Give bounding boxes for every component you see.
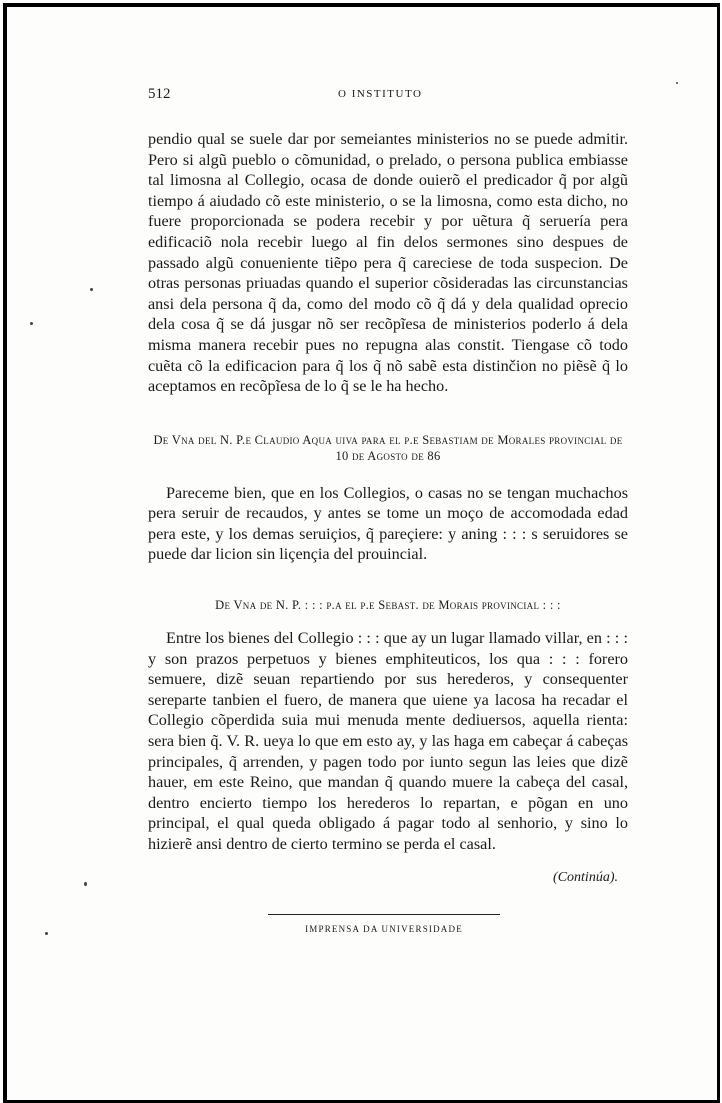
running-head — [148, 86, 628, 104]
scan-speck — [90, 288, 93, 291]
paragraph-text: Entre los bienes del Collegio : : : que ay un lugar llamado villar, en : : : y son prazos perpetuos y bienes emphiteuticos, los qua : : : forero semuere, dizẽ seuan repartiendo por sus herederos, y consequenter sereparte tanbien el fuero, de manera que uiene ya lacosa ha recadar el Collegio cõperdida suia mui menuda mente dediuersos, aquella rienta: sera bien q̃. V. R. ueya lo que em esto ay, y las haga em cabeçar á cabeças principales, q̃ arrenden, y pagen todo por iunto segun las leies que dizẽ hauer, em este Reino, que mandan q̃ quando muere la cabeça del casal, dentro encierto tiempo los herederos lo repartan, e põgan en uno principal, el qual queda obligado á pagar todo al senhorio, y sino lo hizierẽ ansi dentro de cierto termino se perda el casal. — [148, 629, 628, 853]
printer-imprint: IMPRENSA DA UNIVERSIDADE — [305, 924, 463, 934]
scan-speck — [84, 882, 87, 886]
paragraph-text: Pareceme bien, que en los Collegios, o casas no se tengan muchachos pera seruir de recaudos, y antes se tome un moço de accomodada edad pera este, y los demas seruiçios, q̃ pareçiere: y aning : : : s seruidores se puede dar licion sin liçençia del prouincial. — [148, 484, 628, 564]
letter-heading-1: De Vna del N. P.e Claudio Aqua uiva para el p.e Sebastiam de Morales provincial de 10 de Agosto de 86 — [153, 433, 623, 463]
scan-speck — [676, 82, 678, 84]
footer-rule — [268, 914, 500, 915]
body-paragraph-3 — [148, 628, 628, 855]
page-number: 512 — [148, 86, 171, 102]
continuation-note: (Continúa). — [553, 870, 618, 885]
paragraph-text: pendio qual se suele dar por semeiantes ministerios no se puede admitir. Pero si algũ pueblo o cõmunidad, o prelado, o persona publica embiasse tal limosna al Collegio, ocasa de donde ouierõ el predicador q̃ por algũ tiempo á aiudado cõ este ministerio, o se la limosna, como esta dicho, no fuere proporcionada se podera recebir y por uẽtura q̃ seruería pera edificaciõ nola recebir luego al fin delos sermones sino despues de passado algũ conueniente tiẽpo pera q̃ careciese de toda suspecion. De otras personas priuadas quando el superior cõsideradas las circunstancias ansi dela persona q̃ da, como del modo cõ q̃ dá y dela qualidad oprecio dela cosa q̃ se dá jusgar nõ ser recõpĩesa de ministerios poderlo á dela misma manera recebir pues no repugna alas constit. Tiengase cõ todo cuẽta cõ la edificacion para q̃ los q̃ nõ sabẽ esta distinčion no piẽsẽ q̃ lo aceptamos en recõpĩesa de lo q̃ se le ha hecho. — [148, 130, 628, 396]
body-paragraph-1 — [148, 129, 628, 397]
letter-heading-2: De Vna de N. P. : : : p.a el p.e Sebast. de Morais provincial : : : — [215, 598, 561, 612]
journal-title: O INSTITUTO — [338, 88, 423, 100]
scan-speck — [30, 322, 33, 325]
scan-speck — [45, 932, 48, 935]
body-paragraph-2 — [148, 483, 628, 565]
